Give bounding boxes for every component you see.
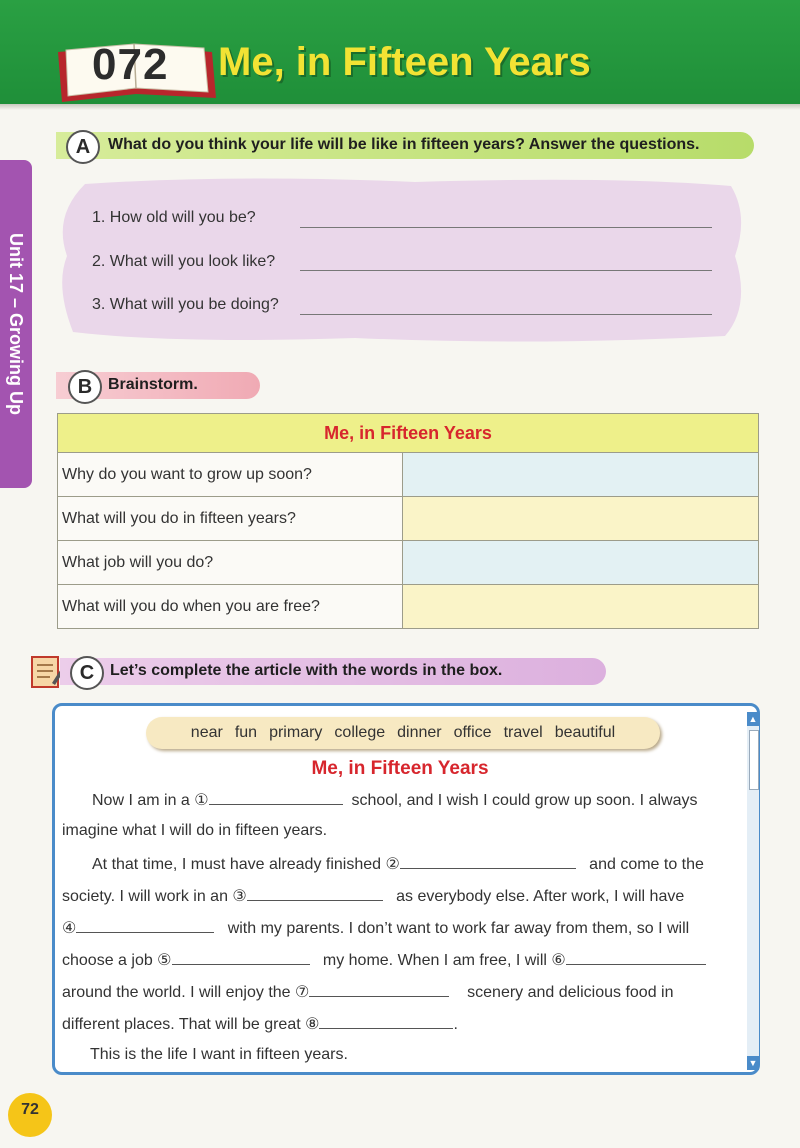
article-text: my home. When I am free, I will ⑥ (322, 952, 566, 969)
blank-5[interactable] (172, 948, 310, 965)
blank-4[interactable] (76, 916, 214, 933)
table-question: What will you do in fifteen years? (58, 497, 403, 541)
scroll-up-arrow-icon[interactable]: ▲ (748, 714, 758, 724)
article-line-2 (62, 820, 740, 842)
question-3: 3. What will you be doing? (92, 296, 279, 313)
article-text: choose a job ⑤ (62, 952, 172, 969)
word-box (146, 717, 660, 749)
article-line-8 (62, 1012, 740, 1034)
word-box-item: office (453, 724, 492, 741)
blank-6[interactable] (566, 948, 706, 965)
article-text: society. I will work in an ③ (62, 888, 247, 905)
section-b-instruction: Brainstorm. (108, 376, 198, 393)
article-text: . (453, 1016, 458, 1033)
article-line-6 (62, 948, 740, 970)
unit-side-tab-label: Unit 17 – Growing Up (6, 232, 26, 415)
article-line-5 (62, 916, 740, 938)
word-box-item: near (190, 724, 223, 741)
article-text: scenery and delicious food in (467, 984, 674, 1001)
article-text: as everybody else. After work, I will have (396, 888, 685, 905)
brainstorm-table (57, 413, 759, 629)
word-box-item: college (334, 724, 386, 741)
article-text: Now I am in a ① (92, 792, 209, 809)
blank-3[interactable] (247, 884, 383, 901)
table-row (58, 585, 759, 629)
word-box-item: fun (234, 724, 258, 741)
article-line-9 (90, 1044, 768, 1066)
table-question: What will you do when you are free? (58, 585, 403, 629)
article-text: around the world. I will enjoy the ⑦ (62, 984, 310, 1001)
section-b-letter: B (68, 370, 102, 404)
table-answer-cell[interactable] (403, 453, 759, 497)
article-text: This is the life I want in fifteen years. (90, 1046, 348, 1063)
table-answer-cell[interactable] (403, 585, 759, 629)
blank-7[interactable] (309, 980, 449, 997)
page-title: Me, in Fifteen Years (218, 40, 591, 84)
table-row (58, 453, 759, 497)
article-line-7 (62, 980, 740, 1002)
article-text: ④ (62, 920, 77, 937)
word-box-item: beautiful (554, 724, 616, 741)
blank-2[interactable] (400, 852, 576, 869)
table-answer-cell[interactable] (403, 541, 759, 585)
answer-line-1[interactable] (300, 227, 712, 228)
page-number: 72 (21, 1101, 39, 1118)
table-row (58, 541, 759, 585)
word-box-item: dinner (397, 724, 442, 741)
article-text: with my parents. I don’t want to work far away from them, so I will (227, 920, 690, 937)
scroll-down-arrow-icon[interactable]: ▼ (748, 1058, 758, 1068)
article-text: At that time, I must have already finished ② (92, 856, 400, 873)
lesson-number: 072 (92, 40, 169, 89)
answer-line-2[interactable] (300, 270, 712, 271)
table-question: What job will you do? (58, 541, 403, 585)
answer-line-3[interactable] (300, 314, 712, 315)
article-title: Me, in Fifteen Years (311, 758, 489, 779)
word-box-item: primary (269, 724, 323, 741)
section-c-instruction: Let’s complete the article with the words in the box. (110, 662, 503, 679)
table-question: Why do you want to grow up soon? (58, 453, 403, 497)
question-1: 1. How old will you be? (92, 209, 256, 226)
article-line-4 (62, 884, 740, 906)
article-line-1 (92, 788, 738, 810)
section-c-letter: C (70, 656, 104, 690)
table-title: Me, in Fifteen Years (58, 414, 759, 453)
question-2: 2. What will you look like? (92, 253, 276, 270)
article-text: different places. That will be great ⑧ (62, 1016, 320, 1033)
article-text: imagine what I will do in fifteen years. (62, 822, 328, 839)
blank-1[interactable] (209, 788, 343, 805)
article-text: and come to the (589, 856, 704, 873)
article-text: school, and I wish I could grow up soon. I always (351, 792, 698, 809)
section-a-letter: A (66, 130, 100, 164)
table-answer-cell[interactable] (403, 497, 759, 541)
article-line-3 (92, 852, 738, 874)
table-row (58, 497, 759, 541)
blank-8[interactable] (319, 1012, 453, 1029)
word-box-item: travel (503, 724, 543, 741)
section-a-instruction: What do you think your life will be like in fifteen years? Answer the questions. (108, 136, 700, 153)
